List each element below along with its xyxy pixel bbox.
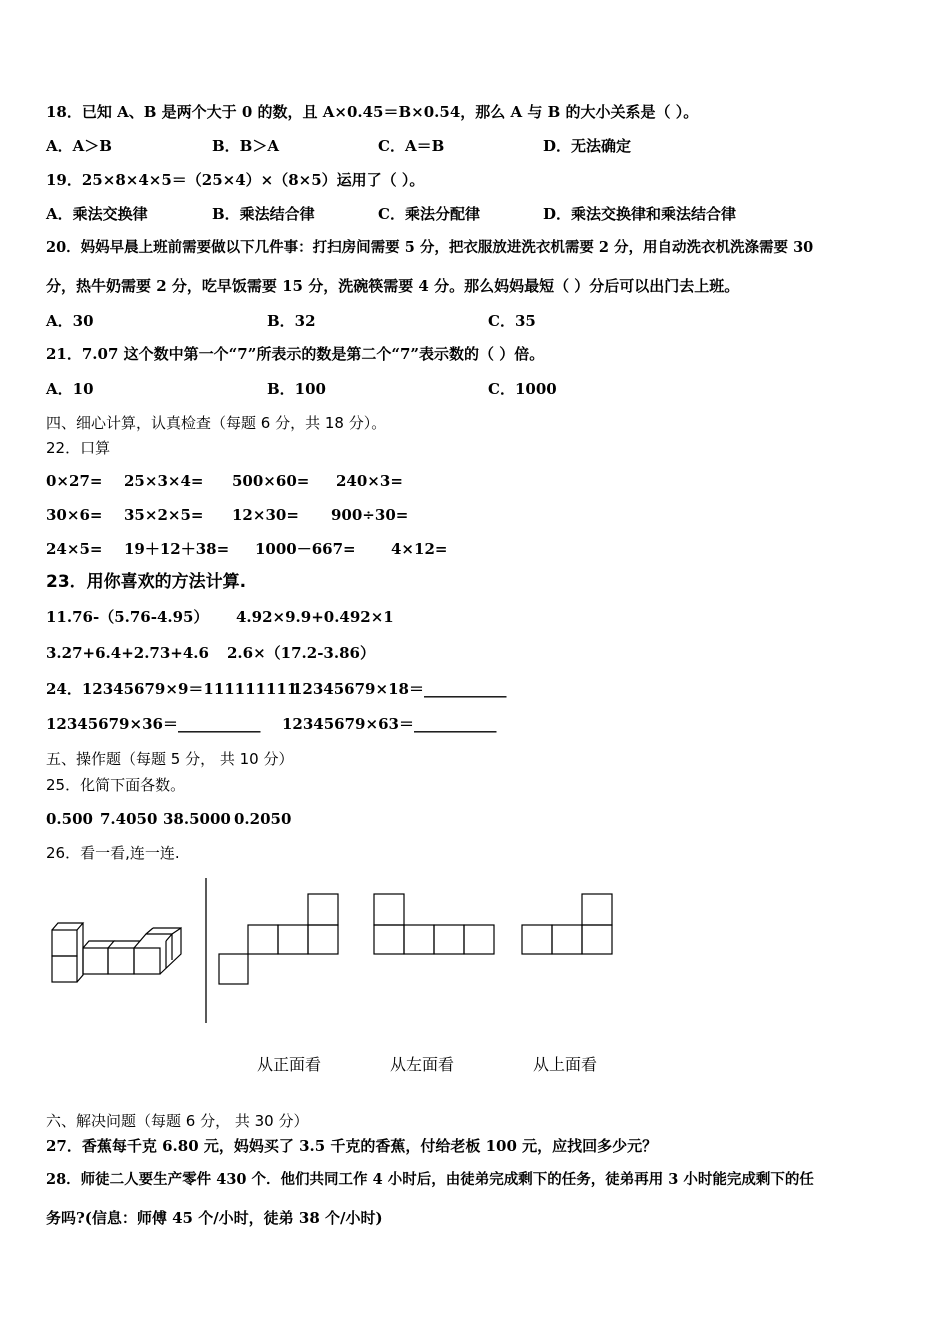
q24-item: 12345679×36＝___________	[46, 715, 261, 733]
q25-title: 25．化简下面各数。	[46, 776, 186, 794]
q18-option-d[interactable]: D．无法确定	[543, 137, 632, 155]
q24-item: 12345679×18＝___________	[292, 680, 507, 698]
q20-option-b[interactable]: B．32	[267, 312, 316, 330]
mental-item: 30×6=	[46, 506, 103, 524]
q20-option-a[interactable]: A．30	[46, 312, 94, 330]
section4-title: 四、细心计算，认真检查（每题 6 分，共 18 分）。	[46, 414, 387, 432]
mental-item: 25×3×4=	[124, 472, 204, 490]
q19-option-c[interactable]: C．乘法分配律	[378, 205, 480, 223]
q20-stem-line1: 20．妈妈早晨上班前需要做以下几件事：打扫房间需要 5 分，把衣服放进洗衣机需要 2 分，用自动洗衣机洗涤需要 30	[46, 239, 814, 256]
view-label-top[interactable]: 从上面看	[533, 1055, 598, 1074]
q20-stem-line2: 分，热牛奶需要 2 分，吃早饭需要 15 分，洗碗筷需要 4 分。那么妈妈最短（ ）分后可以出门去上班。	[46, 277, 740, 295]
q28-text-line2: 务吗?(信息：师傅 45 个/小时，徒弟 38 个/小时)	[46, 1209, 383, 1227]
q23-expression: 4.92×9.9+0.492×1	[236, 608, 394, 626]
q25-number: 7.4050	[100, 810, 158, 828]
q23-title: 23．用你喜欢的方法计算.	[46, 572, 247, 592]
mental-item: 240×3=	[336, 472, 403, 490]
mental-item: 24×5=	[46, 540, 103, 558]
section5-title: 五、操作题（每题 5 分， 共 10 分）	[46, 750, 294, 768]
q19-option-b[interactable]: B．乘法结合律	[212, 205, 315, 223]
q21-option-b[interactable]: B．100	[267, 380, 326, 398]
q21-option-a[interactable]: A．10	[46, 380, 94, 398]
q24-item: 24．12345679×9＝111111111	[46, 680, 298, 698]
mental-item: 500×60=	[232, 472, 310, 490]
q24-item: 12345679×63＝___________	[282, 715, 497, 733]
cube-solid-figure	[50, 920, 190, 990]
mental-item: 12×30=	[232, 506, 299, 524]
mental-item: 35×2×5=	[124, 506, 204, 524]
q25-number: 0.500	[46, 810, 93, 828]
q19-option-a[interactable]: A．乘法交换律	[46, 205, 148, 223]
q18-option-b[interactable]: B．B＞A	[212, 137, 279, 155]
section6-title: 六、解决问题（每题 6 分， 共 30 分）	[46, 1112, 309, 1130]
q23-expression: 3.27+6.4+2.73+4.6	[46, 644, 209, 662]
q25-number: 0.2050	[234, 810, 292, 828]
q21-stem: 21．7.07 这个数中第一个“7”所表示的数是第二个“7”表示数的（ ）倍。	[46, 345, 545, 363]
q20-option-c[interactable]: C．35	[488, 312, 536, 330]
mental-item: 19＋12＋38=	[124, 540, 230, 558]
q27-text: 27．香蕉每千克 6.80 元，妈妈买了 3.5 千克的香蕉，付给老板 100 元，应找回多少元？	[46, 1137, 658, 1155]
view-label-left[interactable]: 从左面看	[390, 1055, 455, 1074]
divider-line	[204, 878, 208, 1023]
view-shape-2[interactable]	[372, 892, 497, 957]
q21-option-c[interactable]: C．1000	[488, 380, 557, 398]
view-shape-1[interactable]	[218, 892, 343, 987]
view-shape-3[interactable]	[521, 892, 616, 957]
view-label-front[interactable]: 从正面看	[257, 1055, 322, 1074]
mental-item: 0×27=	[46, 472, 103, 490]
q26-title: 26．看一看,连一连.	[46, 844, 180, 862]
q18-option-c[interactable]: C．A＝B	[378, 137, 445, 155]
q18-stem: 18．已知 A、B 是两个大于 0 的数，且 A×0.45＝B×0.54，那么 A 与 B 的大小关系是（ ）。	[46, 103, 699, 121]
q23-expression: 2.6×（17.2-3.86）	[227, 644, 375, 662]
mental-item: 4×12=	[391, 540, 448, 558]
mental-item: 900÷30=	[331, 506, 409, 524]
q25-number: 38.5000	[163, 810, 231, 828]
q23-expression: 11.76-（5.76-4.95）	[46, 608, 209, 626]
q19-stem: 19．25×8×4×5＝（25×4）×（8×5）运用了（ ）。	[46, 171, 425, 189]
q19-option-d[interactable]: D．乘法交换律和乘法结合律	[543, 205, 737, 223]
q18-option-a[interactable]: A．A＞B	[46, 137, 112, 155]
q22-title: 22．口算	[46, 439, 111, 457]
mental-item: 1000－667=	[255, 540, 356, 558]
q28-text-line1: 28．师徒二人要生产零件 430 个．他们共同工作 4 小时后，由徒弟完成剩下的任务，徒弟再用 3 小时能完成剩下的任	[46, 1171, 814, 1188]
